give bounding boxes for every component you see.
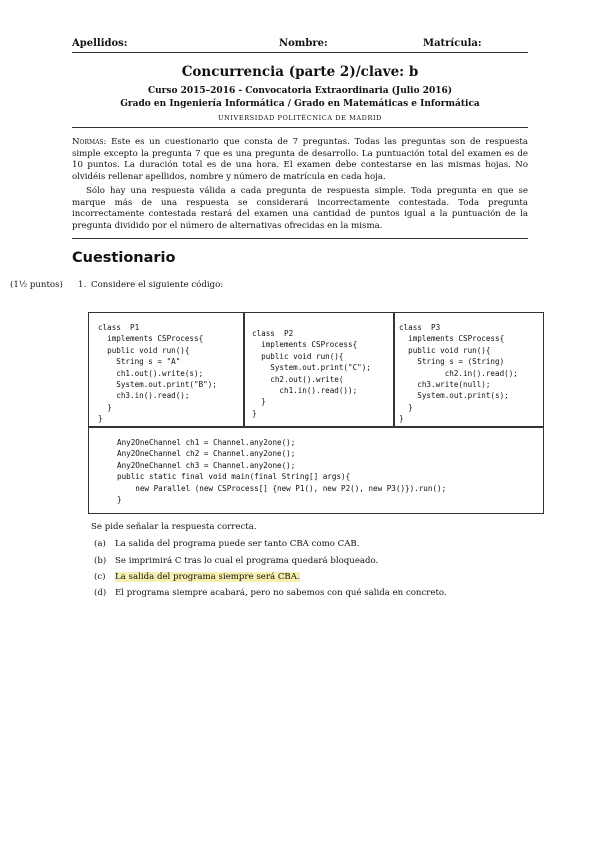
question-points: (1½ puntos): [10, 280, 63, 290]
code-box-p1: [88, 312, 245, 428]
code-p1: class P1 implements CSProcess{ public void run(){ String s = "A" ch1.out().write(s); System.out.print("B"); ch3.in().read(); } }: [98, 323, 217, 424]
code-box-p3: [393, 312, 544, 428]
normas-top-rule: [72, 127, 528, 128]
option-c[interactable]: [94, 572, 300, 582]
option-b[interactable]: [94, 556, 378, 566]
option-a-label: (a): [94, 539, 106, 549]
matricula-label: Matrícula:: [423, 38, 482, 49]
option-c-label: (c): [94, 572, 106, 582]
option-a[interactable]: [94, 539, 359, 549]
option-d-text: El programa siempre acabará, pero no sabemos con qué salida en concreto.: [115, 588, 447, 598]
code-main: Any2OneChannel ch1 = Channel.any2one(); Any2OneChannel ch2 = Channel.any2one(); Any2OneChannel ch3 = Channel.any2one(); public static final void main(final String[] args){ new Parallel (new CSProcess[] {new P1(), new P2(), new P3()}).run(); }: [117, 438, 447, 505]
option-d[interactable]: [94, 588, 447, 598]
code-p3: class P3 implements CSProcess{ public void run(){ String s = (String) ch2.in().read(); ch3.write(null); System.out.print(s); } }: [399, 323, 518, 424]
normas-text-1: Este es un cuestionario que consta de 7 preguntas. Todas las preguntas son de respuesta simple excepto la pregunta 7 que es una pregunta de desarrollo. La puntuación total del examen es de 10 puntos. La duración total es de una hora. El examen debe contestarse en las mismas hojas. No olvidéis rellenar apellidos, nombre y número de matrícula en cada hoja.: [72, 137, 528, 182]
exam-title: Concurrencia (parte 2)/clave: b: [181, 64, 419, 80]
option-b-label: (b): [94, 556, 107, 566]
normas-paragraph-2: Sólo hay una respuesta válida a cada pregunta de respuesta simple. Toda pregunta en que se marque más de una respuesta se considerará incorrectamente contestada. Toda pregunta incorrectamente contestada restará del examen una cantidad de puntos igual a la puntuación de la pregunta dividido por el número de alternativas ofrecidas en la misma.: [72, 186, 528, 231]
normas-paragraph-1: [72, 137, 528, 183]
code-box-p2: [243, 312, 395, 428]
question-number: 1.: [78, 280, 87, 290]
option-b-text: Se imprimirá C tras lo cual el programa quedará bloqueado.: [115, 556, 379, 566]
section-heading: Cuestionario: [72, 250, 176, 266]
option-c-text: La salida del programa siempre será CBA.: [115, 572, 300, 582]
normas-bottom-rule: [72, 238, 528, 239]
header-rule: [72, 52, 528, 53]
exam-subtitle-degree: Grado en Ingeniería Informática / Grado en Matemáticas e Informática: [120, 99, 480, 109]
nombre-label: Nombre:: [279, 38, 328, 49]
option-d-label: (d): [94, 588, 107, 598]
normas-label: Normas:: [72, 137, 107, 147]
option-a-text: La salida del programa puede ser tanto CBA como CAB.: [115, 539, 360, 549]
code-p2: class P2 implements CSProcess{ public void run(){ System.out.print("C"); ch2.out().write( ch1.in().read()); } }: [252, 329, 371, 418]
exam-subtitle-course: Curso 2015–2016 - Convocatoria Extraordinaria (Julio 2016): [147, 86, 453, 96]
apellidos-label: Apellidos:: [72, 38, 128, 49]
university-name: UNIVERSIDAD POLITÉCNICA DE MADRID: [218, 114, 382, 122]
question-text: Considere el siguiente código:: [91, 280, 224, 290]
answer-prompt: Se pide señalar la respuesta correcta.: [91, 522, 257, 532]
code-box-main: [88, 426, 544, 514]
